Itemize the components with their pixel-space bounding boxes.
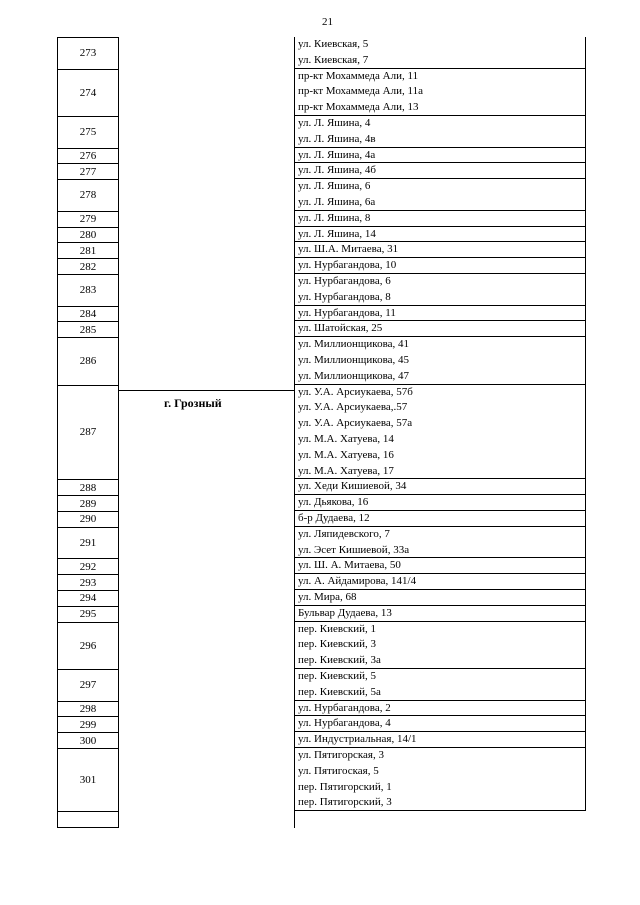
address-cell bbox=[295, 242, 586, 258]
district-number-cell bbox=[58, 733, 118, 749]
district-number-cell bbox=[58, 512, 118, 528]
district-number: 300 bbox=[79, 734, 97, 747]
address-cell bbox=[295, 337, 586, 384]
address-line: пр-кт Мохаммеда Али, 11а bbox=[298, 85, 423, 98]
district-number-cell bbox=[58, 117, 118, 149]
district-number: 277 bbox=[79, 165, 97, 178]
district-number-cell bbox=[58, 480, 118, 496]
address-cell bbox=[295, 669, 586, 701]
address-cell bbox=[295, 590, 586, 606]
address-column bbox=[294, 37, 586, 828]
address-line: ул. У.А. Арсиукаева,.57 bbox=[298, 401, 408, 414]
district-number: 282 bbox=[79, 260, 97, 273]
district-number-cell bbox=[58, 496, 118, 512]
district-number-cell bbox=[58, 149, 118, 165]
address-line: ул. Нурбагандова, 11 bbox=[298, 306, 396, 319]
address-cell bbox=[295, 37, 586, 69]
district-number-cell bbox=[58, 38, 118, 70]
district-number: 301 bbox=[79, 774, 97, 787]
district-number: 295 bbox=[79, 608, 97, 621]
address-line: пер. Киевский, 5а bbox=[298, 685, 381, 698]
district-number: 284 bbox=[79, 307, 97, 320]
district-number-cell bbox=[58, 275, 118, 307]
address-line: ул. Л. Яшина, 8 bbox=[298, 211, 371, 224]
district-number: 283 bbox=[79, 284, 97, 297]
district-number: 296 bbox=[79, 639, 97, 652]
address-line: ул. Нурбагандова, 6 bbox=[298, 275, 391, 287]
address-line: ул. Нурбагандова, 10 bbox=[298, 259, 397, 272]
district-number-cell bbox=[58, 228, 118, 244]
address-cell bbox=[295, 748, 586, 811]
district-number-cell bbox=[58, 528, 118, 560]
address-line: ул. Хеди Кишиевой, 34 bbox=[298, 480, 407, 493]
address-line: ул. Миллионщикова, 45 bbox=[298, 353, 409, 366]
address-line: ул. М.А. Хатуева, 17 bbox=[298, 464, 394, 477]
address-cell bbox=[295, 211, 586, 227]
address-line: ул. Л. Яшина, 4а bbox=[298, 148, 376, 161]
address-cell bbox=[295, 163, 586, 179]
district-number-cell bbox=[58, 212, 118, 228]
district-number: 288 bbox=[79, 481, 97, 494]
district-number: 290 bbox=[79, 513, 97, 526]
address-line: ул. У.А. Арсиукаева, 57а bbox=[298, 417, 413, 430]
address-line: ул. Шатойская, 25 bbox=[298, 322, 383, 335]
district-number-cell bbox=[58, 591, 118, 607]
address-line: ул. Ш. А. Митаева, 50 bbox=[298, 559, 401, 572]
address-line: пр-кт Мохаммеда Али, 13 bbox=[298, 101, 419, 114]
address-line: ул. У.А. Арсиукаева, 57б bbox=[298, 385, 413, 398]
district-number-cell bbox=[58, 70, 118, 117]
address-line: ул. Дьякова, 16 bbox=[298, 496, 369, 509]
address-cell bbox=[295, 306, 586, 322]
district-number: 276 bbox=[79, 149, 97, 162]
address-cell bbox=[295, 558, 586, 574]
address-line: ул. Нурбагандова, 8 bbox=[298, 290, 391, 303]
address-cell bbox=[295, 527, 586, 559]
district-number-cell bbox=[58, 749, 118, 812]
district-number-cell bbox=[58, 575, 118, 591]
district-number: 292 bbox=[79, 560, 97, 573]
district-number: 274 bbox=[79, 86, 97, 99]
city-divider bbox=[119, 390, 294, 391]
district-number-cell bbox=[58, 717, 118, 733]
district-number: 293 bbox=[79, 576, 97, 589]
address-cell bbox=[295, 274, 586, 306]
address-line: ул. Миллионщикова, 47 bbox=[298, 369, 409, 382]
district-number: 297 bbox=[79, 679, 97, 692]
district-number: 278 bbox=[79, 189, 97, 202]
address-line: ул. Эсет Кишиевой, 33а bbox=[298, 543, 410, 556]
address-line: ул. Нурбагандова, 2 bbox=[298, 701, 391, 714]
district-number: 281 bbox=[79, 244, 97, 257]
address-cell bbox=[295, 606, 586, 622]
address-line: ул. Л. Яшина, 4б bbox=[298, 164, 377, 177]
address-line: пер. Киевский, 3а bbox=[298, 654, 381, 667]
address-cell bbox=[295, 69, 586, 116]
address-cell bbox=[295, 511, 586, 527]
district-number-cell bbox=[58, 243, 118, 259]
address-line: ул. Л. Яшина, 14 bbox=[298, 227, 376, 240]
district-number: 285 bbox=[79, 323, 97, 336]
address-line: ул. Ляпидевского, 7 bbox=[298, 527, 390, 540]
address-line: пер. Киевский, 3 bbox=[298, 638, 377, 651]
page-number: 21 bbox=[322, 16, 333, 28]
address-line: ул. Мира, 68 bbox=[298, 591, 357, 603]
address-cell bbox=[295, 227, 586, 243]
address-line: ул. Нурбагандова, 4 bbox=[298, 717, 391, 730]
address-line: ул. Ш.А. Митаева, 31 bbox=[298, 243, 399, 256]
address-line: б-р Дудаева, 12 bbox=[298, 512, 370, 524]
address-cell bbox=[295, 495, 586, 511]
district-number: 291 bbox=[79, 537, 97, 550]
district-number: 280 bbox=[79, 228, 97, 241]
district-number: 287 bbox=[79, 426, 97, 439]
address-line: ул. Л. Яшина, 4 bbox=[298, 117, 371, 129]
address-cell bbox=[295, 479, 586, 495]
address-cell bbox=[295, 179, 586, 211]
district-number-cell bbox=[58, 559, 118, 575]
address-line: пер. Киевский, 5 bbox=[298, 670, 377, 682]
address-line: ул. Миллионщикова, 41 bbox=[298, 338, 409, 351]
address-cell bbox=[295, 716, 586, 732]
district-number-cell bbox=[58, 670, 118, 702]
address-line: пер. Пятигорский, 1 bbox=[298, 780, 392, 793]
address-cell bbox=[295, 148, 586, 164]
address-line: ул. Киевская, 7 bbox=[298, 53, 369, 66]
district-number: 275 bbox=[79, 126, 97, 139]
address-cell bbox=[295, 732, 586, 748]
district-number-cell bbox=[58, 702, 118, 718]
address-line: пр-кт Мохаммеда Али, 11 bbox=[298, 69, 419, 82]
district-number: 298 bbox=[79, 702, 97, 715]
address-cell bbox=[295, 385, 586, 480]
address-cell bbox=[295, 701, 586, 717]
district-number-cell bbox=[58, 307, 118, 323]
address-line: пер. Киевский, 1 bbox=[298, 622, 377, 635]
district-number-cell bbox=[58, 607, 118, 623]
city-name: г. Грозный bbox=[164, 396, 222, 410]
district-number-cell bbox=[58, 386, 118, 481]
district-number-cell bbox=[58, 164, 118, 180]
district-number: 286 bbox=[79, 355, 97, 368]
district-number: 279 bbox=[79, 213, 97, 226]
district-number: 273 bbox=[79, 47, 97, 60]
district-number-cell bbox=[58, 338, 118, 385]
district-number-cell bbox=[58, 322, 118, 338]
address-line: ул. Л. Яшина, 4в bbox=[298, 132, 376, 145]
address-line: ул. М.А. Хатуева, 14 bbox=[298, 432, 394, 445]
address-cell bbox=[295, 116, 586, 148]
address-line: Бульвар Дудаева, 13 bbox=[298, 606, 392, 619]
district-number-cell bbox=[58, 623, 118, 670]
address-line: пер. Пятигорский, 3 bbox=[298, 796, 392, 809]
district-number-cell bbox=[58, 180, 118, 212]
address-line: ул. Киевская, 5 bbox=[298, 38, 369, 50]
address-line: ул. А. Айдамирова, 141/4 bbox=[298, 575, 417, 588]
address-line: ул. М.А. Хатуева, 16 bbox=[298, 448, 394, 461]
district-number: 289 bbox=[79, 497, 97, 510]
district-number-cell bbox=[58, 259, 118, 275]
address-cell bbox=[295, 258, 586, 274]
address-line: ул. Пятигорская, 3 bbox=[298, 749, 384, 761]
address-cell bbox=[295, 622, 586, 669]
address-line: ул. Л. Яшина, 6а bbox=[298, 195, 376, 208]
district-number-column bbox=[57, 37, 119, 828]
district-number: 294 bbox=[79, 592, 97, 605]
address-line: ул. Пятигоская, 5 bbox=[298, 764, 379, 777]
district-number: 299 bbox=[79, 718, 97, 731]
address-line: ул. Индустриальная, 14/1 bbox=[298, 733, 417, 746]
address-cell bbox=[295, 321, 586, 337]
address-line: ул. Л. Яшина, 6 bbox=[298, 180, 371, 193]
address-cell bbox=[295, 574, 586, 590]
